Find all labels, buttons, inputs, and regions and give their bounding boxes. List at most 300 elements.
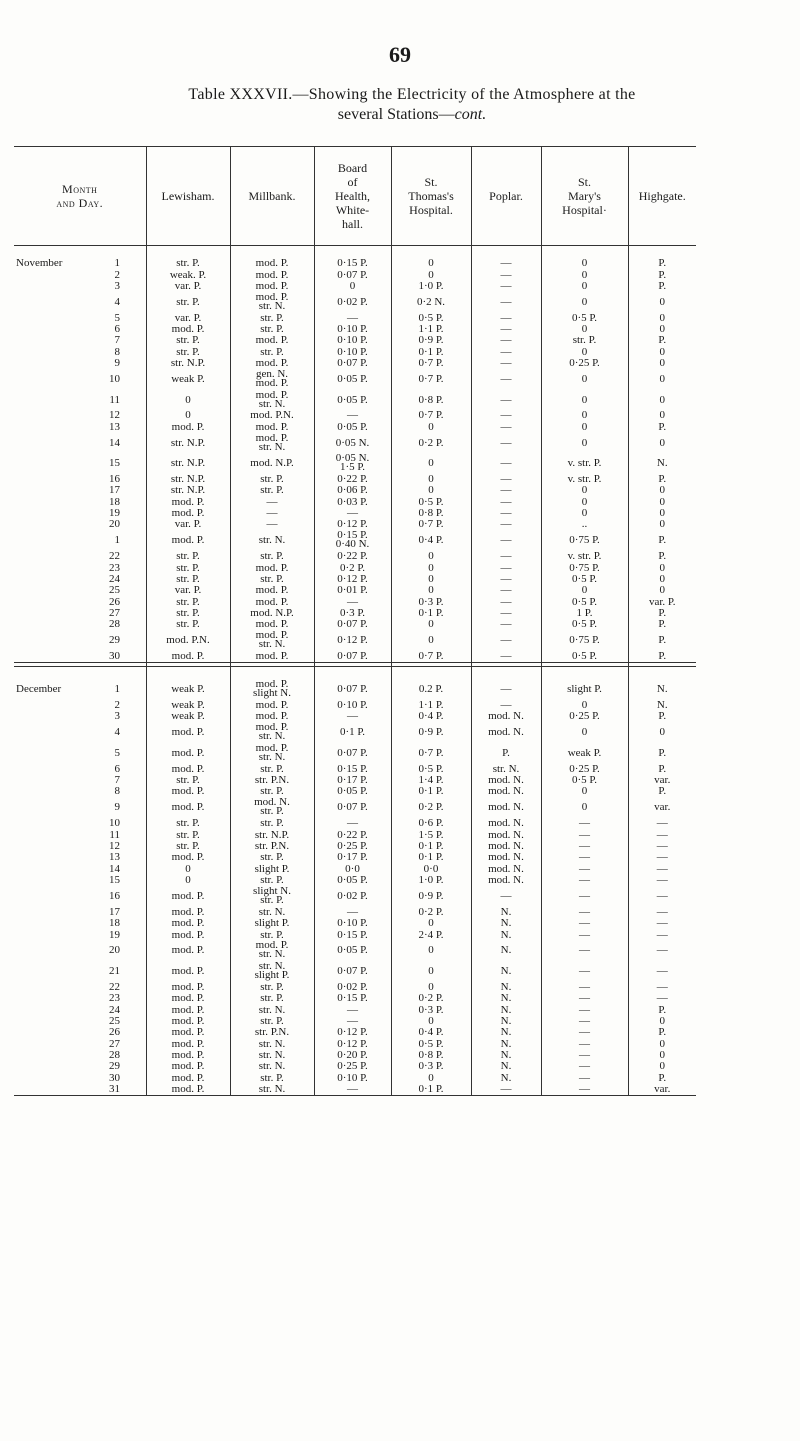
value-cell-highgate: P. (628, 711, 696, 722)
value-cell-lewisham: mod. P. (146, 852, 230, 863)
day-number: 14 (109, 863, 120, 875)
value-line: str. N. (258, 638, 286, 651)
value-cell-poplar: mod. N. (471, 775, 541, 786)
value-cell-board-of-health: 0·20 P. (314, 1050, 391, 1061)
value-cell-highgate: 0 (628, 358, 696, 369)
value-cell-poplar: — (471, 422, 541, 433)
day-number: 28 (109, 619, 120, 631)
value-cell-board-of-health: 0·15 P. (314, 929, 391, 940)
value-cell-highgate: — (628, 818, 696, 829)
day-number: 24 (109, 1004, 120, 1016)
title-line-1: Table XXXVII.—Showing the Electricity of the Atmosphere at the (188, 86, 636, 103)
value-cell-highgate: N. (628, 453, 696, 474)
table-row (14, 941, 696, 962)
value-cell-st-thomas: 0 (391, 585, 471, 596)
value-cell-lewisham: mod. P. (146, 1072, 230, 1083)
value-cell-highgate: P. (628, 631, 696, 652)
value-cell-poplar: str. N. (471, 764, 541, 775)
value-cell-millbank: str. N. (230, 531, 314, 552)
value-cell-st-marys: 0 (541, 798, 628, 819)
value-cell-board-of-health: 0·3 P. (314, 608, 391, 619)
value-cell-highgate: var. (628, 798, 696, 819)
table-row (14, 852, 696, 863)
value-cell-highgate: P. (628, 1004, 696, 1015)
value-cell-lewisham: var. P. (146, 585, 230, 596)
value-cell-lewisham: mod. P. (146, 497, 230, 508)
value-cell-st-marys: 0 (541, 269, 628, 280)
value-cell-poplar: — (471, 1084, 541, 1096)
value-cell-highgate: 0 (628, 585, 696, 596)
value-cell-st-thomas: 0 (391, 453, 471, 474)
value-line: str. N. (258, 397, 286, 410)
value-line: 0·40 N. (335, 538, 370, 551)
day-number: 11 (109, 829, 120, 841)
value-cell-highgate: 0 (628, 497, 696, 508)
value-cell-lewisham: mod. P. (146, 743, 230, 764)
value-cell-lewisham: mod. P. (146, 929, 230, 940)
value-cell-board-of-health: — (314, 597, 391, 608)
two-line-value (255, 962, 290, 980)
day-number: 12 (109, 840, 120, 852)
day-number: 21 (109, 964, 120, 977)
value-cell-highgate: var. (628, 775, 696, 786)
value-cell-st-marys: v. str. P. (541, 453, 628, 474)
value-cell-st-marys: — (541, 1061, 628, 1072)
value-cell-lewisham: str. P. (146, 829, 230, 840)
value-cell-millbank: mod. P. (230, 422, 314, 433)
value-cell-st-thomas: 1·4 P. (391, 775, 471, 786)
day-number: 1 (114, 534, 120, 547)
value-cell-highgate: P. (628, 1027, 696, 1038)
day-number: 25 (109, 1015, 120, 1027)
value-cell-millbank: mod. P. (230, 597, 314, 608)
value-cell-st-thomas: 0·9 P. (391, 886, 471, 907)
header-st-marys (541, 147, 628, 246)
value-cell-poplar: N. (471, 918, 541, 929)
value-cell-lewisham: mod. P. (146, 1027, 230, 1038)
value-cell-st-marys: .. (541, 519, 628, 530)
value-cell-millbank: slight P. (230, 864, 314, 875)
value-cell-board-of-health: 0·2 P. (314, 563, 391, 574)
value-cell-poplar: — (471, 497, 541, 508)
table-row (14, 497, 696, 508)
value-cell-board-of-health: 0·05 P. (314, 422, 391, 433)
value-cell-lewisham: str. P. (146, 258, 230, 269)
value-cell-highgate: — (628, 961, 696, 982)
table-row (14, 508, 696, 519)
value-cell-lewisham: var. P. (146, 313, 230, 324)
value-cell-board-of-health: 0·1 P. (314, 723, 391, 744)
table-row (14, 597, 696, 608)
table-row (14, 313, 696, 324)
value-cell-st-thomas: 0 (391, 619, 471, 630)
value-cell-st-thomas: 0·7 P. (391, 519, 471, 530)
value-cell-millbank (230, 369, 314, 390)
day-number: 9 (114, 801, 120, 814)
value-cell-board-of-health: 0·02 P. (314, 292, 391, 313)
value-cell-st-marys: — (541, 886, 628, 907)
value-cell-st-marys: — (541, 875, 628, 886)
value-cell-poplar: — (471, 485, 541, 496)
table-row (14, 1072, 696, 1083)
day-cell (14, 1050, 146, 1061)
value-cell-highgate: N. (628, 700, 696, 711)
day-cell (14, 422, 146, 433)
day-cell (14, 619, 146, 630)
day-number: 13 (109, 852, 120, 864)
value-cell-st-marys: slight P. (541, 679, 628, 700)
day-number: 30 (109, 651, 120, 663)
value-cell-st-thomas: 0·2 P. (391, 993, 471, 1004)
value-cell-millbank: str. P. (230, 764, 314, 775)
day-cell (14, 369, 146, 390)
value-cell-st-marys: — (541, 818, 628, 829)
day-cell (14, 798, 146, 819)
value-cell-millbank: mod. N.P. (230, 453, 314, 474)
two-line-value (254, 798, 290, 816)
value-cell-st-thomas: 0·2 N. (391, 292, 471, 313)
day-cell (14, 531, 146, 552)
value-cell-millbank: str. P. (230, 852, 314, 863)
value-cell-st-marys: 0 (541, 700, 628, 711)
header-line: and Day. (56, 196, 104, 210)
value-cell-lewisham: str. P. (146, 347, 230, 358)
value-cell-highgate: var. P. (628, 597, 696, 608)
value-cell-board-of-health: — (314, 711, 391, 722)
value-line: str. N. (258, 730, 286, 743)
value-cell-board-of-health: 0·15 P. (314, 258, 391, 269)
value-cell-board-of-health: 0·10 P. (314, 324, 391, 335)
day-number: 29 (109, 634, 120, 647)
value-cell-millbank: str. P. (230, 347, 314, 358)
value-cell-poplar: N. (471, 1016, 541, 1027)
value-cell-st-marys: 0 (541, 497, 628, 508)
value-cell-st-marys: — (541, 1004, 628, 1015)
value-cell-st-thomas: 0 (391, 574, 471, 585)
value-cell-millbank: mod. P. (230, 258, 314, 269)
day-cell (14, 775, 146, 786)
value-cell-highgate: 0 (628, 723, 696, 744)
day-cell (14, 347, 146, 358)
value-cell-lewisham: 0 (146, 864, 230, 875)
value-cell-board-of-health: 0·12 P. (314, 631, 391, 652)
table-row (14, 829, 696, 840)
day-number: 2 (114, 269, 120, 281)
value-cell-lewisham: str. P. (146, 292, 230, 313)
value-cell-lewisham: str. P. (146, 551, 230, 562)
value-cell-poplar: mod. N. (471, 841, 541, 852)
value-cell-highgate: P. (628, 269, 696, 280)
value-cell-lewisham: var. P. (146, 519, 230, 530)
header-line: Thomas's (408, 189, 454, 203)
day-number: 24 (109, 573, 120, 586)
month-name: November (16, 258, 63, 270)
value-cell-poplar: N. (471, 1061, 541, 1072)
value-cell-lewisham: mod. P. (146, 764, 230, 775)
day-cell (14, 1016, 146, 1027)
two-line-value (253, 887, 291, 905)
day-number: 4 (114, 726, 120, 739)
value-cell-poplar: N. (471, 982, 541, 993)
value-cell-poplar: — (471, 433, 541, 454)
value-cell-lewisham: str. P. (146, 574, 230, 585)
value-cell-st-marys: 0·25 P. (541, 711, 628, 722)
table-row (14, 608, 696, 619)
day-number: 22 (109, 551, 120, 563)
value-cell-millbank: str. P.N. (230, 775, 314, 786)
table-row (14, 1038, 696, 1049)
value-cell-highgate: var. (628, 1084, 696, 1096)
value-cell-st-thomas: 0·5 P. (391, 764, 471, 775)
table-row (14, 585, 696, 596)
day-cell (14, 786, 146, 797)
value-line: str. P. (260, 805, 284, 818)
value-cell-poplar: — (471, 563, 541, 574)
day-cell (14, 818, 146, 829)
value-cell-board-of-health: 0·07 P. (314, 358, 391, 369)
month-name: December (16, 683, 62, 696)
value-cell-highgate: — (628, 982, 696, 993)
value-cell-st-thomas: 0·2 P. (391, 798, 471, 819)
value-cell-st-thomas: 0·3 P. (391, 1061, 471, 1072)
value-cell-st-marys: 0·5 P. (541, 574, 628, 585)
value-cell-board-of-health: 0·12 P. (314, 1027, 391, 1038)
value-cell-millbank (230, 941, 314, 962)
day-cell (14, 1061, 146, 1072)
value-cell-lewisham: mod. P. (146, 508, 230, 519)
value-cell-lewisham: weak P. (146, 711, 230, 722)
day-cell (14, 700, 146, 711)
day-number: 27 (109, 607, 120, 620)
value-cell-st-thomas: 1·1 P. (391, 324, 471, 335)
value-cell-st-thomas: 0·6 P. (391, 818, 471, 829)
value-cell-st-marys: 0·75 P. (541, 531, 628, 552)
value-cell-board-of-health: — (314, 313, 391, 324)
value-cell-board-of-health: 0·17 P. (314, 852, 391, 863)
spacer-row (14, 246, 696, 259)
value-cell-st-marys: — (541, 864, 628, 875)
header-line: Board (337, 161, 368, 175)
value-cell-board-of-health: — (314, 1004, 391, 1015)
value-cell-st-marys: — (541, 829, 628, 840)
value-cell-st-marys: — (541, 1016, 628, 1027)
table-row (14, 453, 696, 474)
value-cell-highgate: P. (628, 786, 696, 797)
value-cell-st-thomas: 0·1 P. (391, 841, 471, 852)
value-cell-millbank: str. P. (230, 551, 314, 562)
value-cell-lewisham: mod. P. (146, 531, 230, 552)
day-cell (14, 929, 146, 940)
value-line: mod. P. (255, 940, 289, 952)
table-row (14, 982, 696, 993)
day-cell (14, 918, 146, 929)
value-cell-st-thomas: 0.2 P. (391, 679, 471, 700)
day-number: 6 (114, 763, 120, 775)
value-cell-highgate: P. (628, 619, 696, 630)
title-line-2-text: several Stations— (337, 106, 455, 123)
value-cell-millbank: mod. P. (230, 281, 314, 292)
value-cell-st-marys: 0·75 P. (541, 563, 628, 574)
value-cell-millbank: str. P. (230, 313, 314, 324)
value-cell-highgate: 0 (628, 519, 696, 530)
table-row (14, 798, 696, 819)
value-cell-lewisham: str. P. (146, 619, 230, 630)
day-number: 28 (109, 1049, 120, 1061)
value-cell-millbank (230, 723, 314, 744)
two-line-value (336, 454, 370, 472)
value-cell-board-of-health: — (314, 410, 391, 421)
value-cell-millbank (230, 679, 314, 700)
value-cell-st-marys: — (541, 961, 628, 982)
two-line-value (256, 391, 289, 409)
value-cell-st-marys: — (541, 929, 628, 940)
day-number: 26 (109, 596, 120, 608)
value-cell-lewisham: mod. P. (146, 1004, 230, 1015)
value-cell-lewisham: mod. P. (146, 961, 230, 982)
header-millbank (230, 147, 314, 246)
day-cell (14, 723, 146, 744)
table-row (14, 258, 696, 269)
value-cell-lewisham: mod. P. (146, 651, 230, 663)
day-number: 10 (109, 818, 120, 830)
value-cell-millbank: str. N. (230, 1004, 314, 1015)
value-cell-poplar: — (471, 700, 541, 711)
value-cell-board-of-health: 0·05 P. (314, 390, 391, 411)
value-cell-poplar: — (471, 886, 541, 907)
value-cell-st-marys: — (541, 993, 628, 1004)
header-line: St. (577, 175, 591, 189)
value-cell-st-thomas: 0·2 P. (391, 907, 471, 918)
two-line-value (336, 531, 370, 549)
value-cell-st-thomas: 0·3 P. (391, 1004, 471, 1015)
value-cell-board-of-health: 0·07 P. (314, 651, 391, 663)
value-cell-lewisham: str. N.P. (146, 485, 230, 496)
day-cell (14, 390, 146, 411)
day-cell (14, 497, 146, 508)
value-cell-lewisham: str. P. (146, 335, 230, 346)
header-line: White- (335, 203, 370, 217)
day-number: 17 (109, 485, 120, 497)
value-cell-poplar: mod. N. (471, 786, 541, 797)
value-cell-st-thomas: 0 (391, 269, 471, 280)
value-line: str. N. (258, 750, 286, 763)
value-cell-lewisham: str. N.P. (146, 453, 230, 474)
value-cell-board-of-health: 0·07 P. (314, 619, 391, 630)
table-row (14, 907, 696, 918)
value-cell-st-thomas: 0 (391, 982, 471, 993)
value-cell-st-marys: 0 (541, 723, 628, 744)
value-cell-board-of-health: 0·17 P. (314, 775, 391, 786)
value-cell-st-thomas: 1·0 P. (391, 281, 471, 292)
value-cell-board-of-health: — (314, 508, 391, 519)
value-cell-board-of-health: 0·12 P. (314, 574, 391, 585)
value-cell-lewisham: mod. P. (146, 918, 230, 929)
value-cell-st-marys: 0·5 P. (541, 619, 628, 630)
value-cell-highgate: P. (628, 743, 696, 764)
header-line: of (347, 175, 358, 189)
value-cell-st-thomas: 0·7 P. (391, 358, 471, 369)
value-cell-lewisham: mod. P. (146, 723, 230, 744)
value-cell-st-thomas: 0·4 P. (391, 531, 471, 552)
value-cell-board-of-health: 0·01 P. (314, 585, 391, 596)
day-cell (14, 1038, 146, 1049)
day-number: 7 (114, 335, 120, 347)
value-cell-highgate: P. (628, 531, 696, 552)
value-cell-st-thomas: 0 (391, 961, 471, 982)
value-cell-highgate: 0 (628, 508, 696, 519)
header-poplar (471, 147, 541, 246)
value-cell-lewisham: 0 (146, 390, 230, 411)
day-cell (14, 961, 146, 982)
table-row (14, 786, 696, 797)
day-cell (14, 433, 146, 454)
day-cell (14, 764, 146, 775)
value-cell-st-marys: 0 (541, 485, 628, 496)
day-cell (14, 875, 146, 886)
value-cell-board-of-health: 0·10 P. (314, 335, 391, 346)
value-cell-poplar: N. (471, 1038, 541, 1049)
value-cell-highgate: 0 (628, 369, 696, 390)
value-cell-highgate: P. (628, 335, 696, 346)
value-cell-board-of-health: 0·07 P. (314, 679, 391, 700)
day-number: 25 (109, 585, 120, 597)
two-line-value (256, 723, 289, 741)
electricity-table (14, 146, 696, 1096)
value-cell-st-thomas: 0·7 P. (391, 369, 471, 390)
value-line: slight N. (253, 886, 291, 897)
value-cell-lewisham: mod. P. (146, 422, 230, 433)
value-cell-st-marys: 0 (541, 292, 628, 313)
value-cell-st-marys: — (541, 1072, 628, 1083)
table-row (14, 474, 696, 485)
header-lewisham (146, 147, 230, 246)
day-number: 8 (114, 346, 120, 358)
day-number: 19 (109, 929, 120, 941)
day-cell (14, 982, 146, 993)
day-cell (14, 292, 146, 313)
day-number: 20 (109, 944, 120, 957)
value-cell-highgate: 0 (628, 292, 696, 313)
value-cell-highgate: 0 (628, 433, 696, 454)
value-cell-st-marys: 0 (541, 258, 628, 269)
value-cell-board-of-health: 0·10 P. (314, 918, 391, 929)
value-cell-highgate: 0 (628, 574, 696, 585)
table-row (14, 764, 696, 775)
value-cell-st-marys: 0 (541, 324, 628, 335)
day-number: 23 (109, 562, 120, 574)
day-number: 30 (109, 1072, 120, 1084)
day-cell (14, 651, 146, 663)
table-body (14, 246, 696, 1096)
value-cell-highgate: P. (628, 474, 696, 485)
value-line: slight N. (253, 687, 291, 700)
day-cell (14, 258, 146, 269)
day-cell (14, 597, 146, 608)
table-row (14, 1084, 696, 1096)
value-cell-board-of-health: 0·22 P. (314, 551, 391, 562)
table-row (14, 269, 696, 280)
value-cell-board-of-health: 0·07 P. (314, 269, 391, 280)
day-number: 27 (109, 1038, 120, 1050)
value-cell-st-thomas: 1·5 P. (391, 829, 471, 840)
value-cell-poplar: — (471, 679, 541, 700)
value-cell-millbank: mod. N.P. (230, 608, 314, 619)
value-cell-board-of-health: 0·05 P. (314, 369, 391, 390)
value-cell-lewisham: mod. P. (146, 907, 230, 918)
two-line-value (256, 744, 289, 762)
value-cell-lewisham: str. P. (146, 597, 230, 608)
two-line-value (256, 293, 289, 311)
